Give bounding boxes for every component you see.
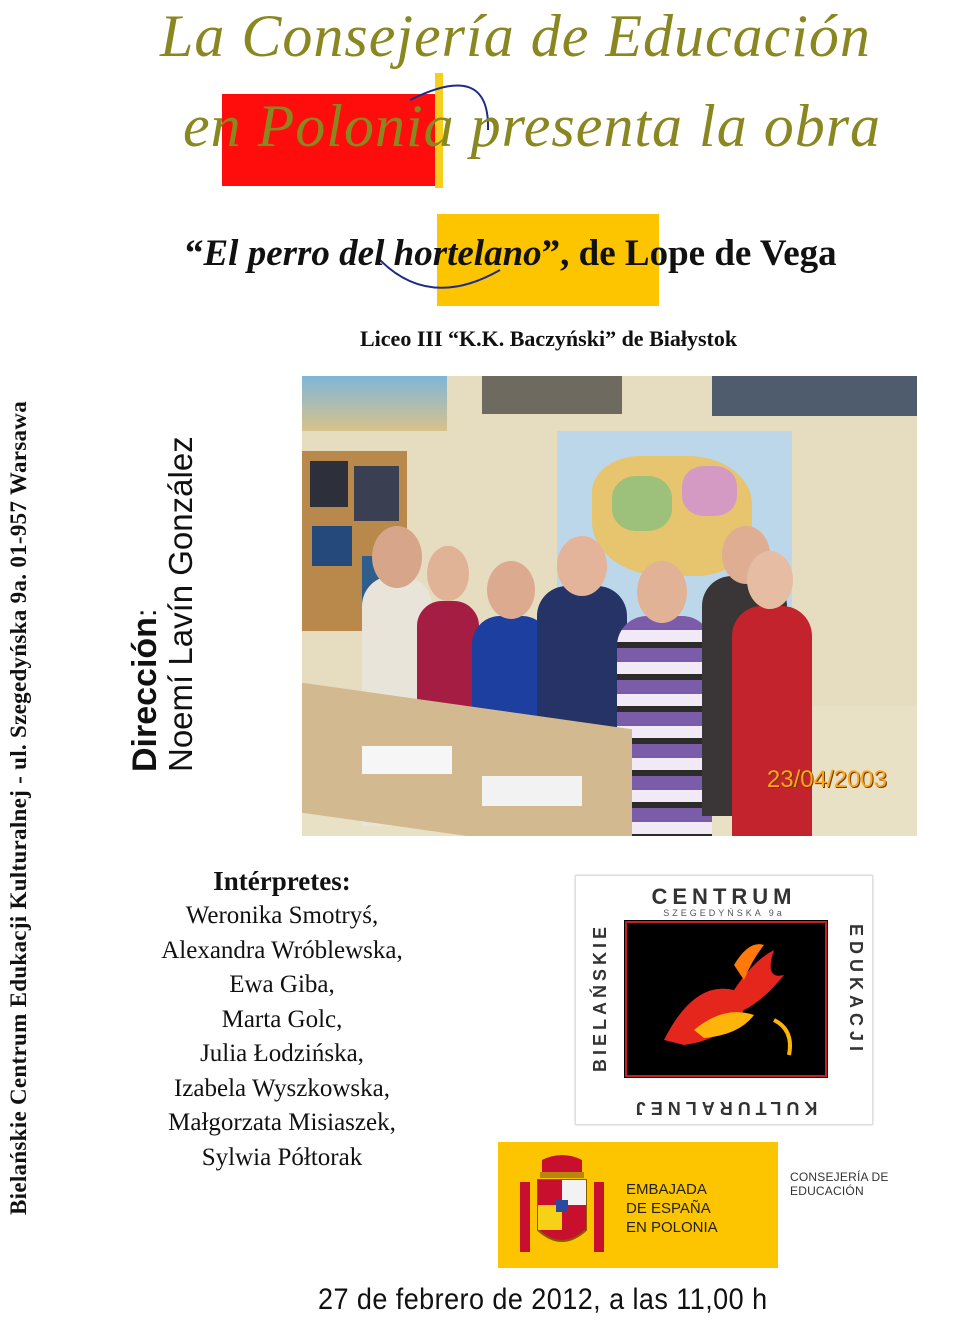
cast-name: Ewa Giba, xyxy=(229,971,335,998)
cast-name: Julia Łodzińska, xyxy=(200,1040,364,1067)
event-date: 27 de febrero de 2012, a las 11,00 h xyxy=(318,1283,768,1316)
play-author: , de Lope de Vega xyxy=(560,233,837,274)
cast-name: Izabela Wyszkowska, xyxy=(173,1074,390,1102)
centrum-logo xyxy=(575,875,873,1125)
play-open-quote: “ xyxy=(185,233,204,274)
cast-name: Weronika Smotryś, xyxy=(185,902,379,929)
photo-date-stamp: 23/04/2003 xyxy=(766,766,887,793)
centrum-logo-bottom: KULTURALNEJ xyxy=(630,1098,818,1118)
headline-line-1: La Consejería de Educación xyxy=(160,3,871,69)
cast-name: Małgorzata Misiaszek, xyxy=(168,1109,396,1136)
director-name: Noemí Lavín González xyxy=(161,436,199,772)
cast-name: Marta Golc, xyxy=(221,1005,343,1033)
direction-colon: : xyxy=(130,608,163,618)
cast-name: Alexandra Wróblewska, xyxy=(161,936,403,964)
embassy-logo xyxy=(498,1142,778,1268)
spain-coat-of-arms-icon xyxy=(512,1152,612,1262)
consejeria-label: CONSEJERÍA DE EDUCACIÓN xyxy=(790,1170,889,1198)
embassy-line-2: DE ESPAÑA xyxy=(626,1200,711,1217)
fire-bird-icon xyxy=(624,920,828,1078)
centrum-logo-sub: SZEGEDYŃSKA 9a xyxy=(663,908,785,918)
play-name: El perro del hortelano xyxy=(203,233,542,274)
embassy-line-3: EN POLONIA xyxy=(626,1219,718,1236)
play-close-quote: ” xyxy=(541,233,561,274)
centrum-logo-top: CENTRUM xyxy=(651,884,797,909)
centrum-logo-emblem xyxy=(624,920,828,1078)
centrum-logo-left: BIELAŃSKIE xyxy=(590,922,610,1072)
embassy-text xyxy=(626,1180,718,1237)
side-address: Bielańskie Centrum Edukacji Kulturalnej - ul. Szegedyńska 9a. 01-957 Warsawa xyxy=(6,400,31,1215)
cast-name: Sylwia Półtorak xyxy=(201,1143,363,1171)
headline-line-2: en Polonia presenta la obra xyxy=(183,93,882,159)
centrum-logo-right: EDUKACJI xyxy=(846,924,866,1057)
group-photo xyxy=(302,376,917,836)
direction-block xyxy=(128,436,198,772)
cast-heading: Intérpretes: xyxy=(213,866,351,896)
school-name: Liceo III “K.K. Baczyński” de Białystok xyxy=(360,326,738,351)
play-title xyxy=(185,232,837,275)
cast-list xyxy=(132,866,432,1175)
embassy-line-1: EMBAJADA xyxy=(626,1181,707,1198)
direction-label: Dirección xyxy=(126,617,164,772)
